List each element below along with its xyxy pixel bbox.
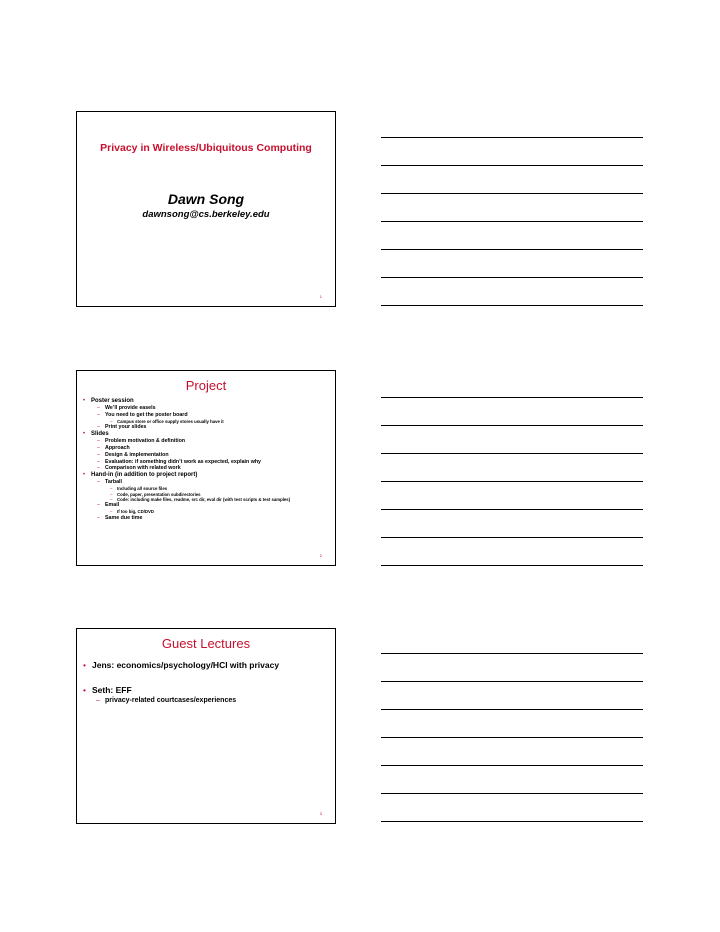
notes-line [381,481,643,482]
bullet-dash-icon: – [97,502,100,509]
slide-1 [76,111,336,307]
notes-line [381,249,643,250]
bullet-dash-icon: – [97,451,100,458]
notes-line [381,453,643,454]
bullet-item [83,502,325,509]
bullet-text: Including all source files [117,486,168,492]
bullet-text: Print your slides [105,424,147,431]
slide-3-bullet-list [83,660,325,706]
slide-2 [76,370,336,566]
notes-line [381,565,643,566]
bullet-item [83,438,325,445]
bullet-item [83,405,325,412]
notes-line [381,165,643,166]
notes-line [381,509,643,510]
bullet-text: Tarball [105,479,122,486]
bullet-dot-icon: • [83,685,86,695]
bullet-text: Code, paper, presentation subdirectories [117,491,201,497]
bullet-dash-icon: – [97,514,100,521]
bullet-text: Jens: economics/psychology/HCI with privacy [92,660,280,670]
slide-3-title: Guest Lectures [161,636,251,651]
bullet-dot-icon: • [83,398,86,404]
notes-line [381,765,643,766]
bullet-item [83,412,325,419]
notes-line [381,537,643,538]
notes-line [381,277,643,278]
slide-3-page-number: 3 [319,811,322,816]
notes-line [381,653,643,654]
bullet-dot-icon: • [83,431,86,437]
bullet-item [83,660,325,671]
bullet-dash-icon: – [97,458,100,465]
bullet-text: Comparison with related work [105,465,181,472]
bullet-dash-icon: – [110,491,113,497]
bullet-item [83,696,325,706]
bullet-item [83,398,325,405]
bullet-item [83,452,325,459]
bullet-dash-icon: – [97,438,100,445]
notes-line [381,425,643,426]
bullet-dash-icon: – [97,465,100,472]
bullet-text: Campus store or office supply stores usually have it [117,418,224,424]
slide-1-email: dawnsong@cs.berkeley.edu [142,209,270,220]
slide-1-title: Privacy in Wireless/Ubiquitous Computing [100,142,312,154]
notes-line [381,821,643,822]
bullet-text: Poster session [91,398,134,404]
bullet-item [83,479,325,486]
notes-line [381,709,643,710]
bullet-dot-icon: • [83,472,86,479]
bullet-dash-icon: – [110,509,113,515]
bullet-text: Design & implementation [105,451,169,458]
bullet-text: Problem motivation & definition [105,438,186,445]
bullet-dot-icon: • [83,660,86,670]
bullet-text: Seth: EFF [92,685,132,695]
bullet-item [83,424,325,431]
bullet-item [83,515,325,522]
bullet-dash-icon: – [110,497,113,502]
bullet-dash-icon: – [96,697,100,704]
slide-2-title: Project [185,378,227,393]
slide-3 [76,628,336,824]
bullet-item [83,459,325,466]
notes-line [381,137,643,138]
bullet-dash-icon: – [110,486,113,492]
notes-line [381,397,643,398]
slide-1-author: Dawn Song [167,191,245,207]
slide-2-page-number: 2 [319,553,322,558]
bullet-text: Hand-in (in addition to project report) [91,472,198,479]
slide-1-page-number: 1 [319,294,322,299]
bullet-text: privacy-related courtcases/experiences [105,697,237,704]
notes-line [381,221,643,222]
bullet-item [83,472,325,479]
bullet-text: Email [105,502,120,509]
bullet-dash-icon: – [97,424,100,431]
bullet-text: Evaluation: if something didn’t work as expected, explain why [105,458,261,465]
notes-line [381,681,643,682]
bullet-dash-icon: – [97,412,100,418]
bullet-dash-icon: – [97,479,100,486]
notes-line [381,305,643,306]
bullet-text: Same due time [105,514,143,521]
bullet-text: Slides [91,431,109,437]
bullet-text: We’ll provide easels [105,405,156,412]
bullet-text: Code: including make files, readme, src dir, eval dir (with test scripts & test samples) [117,497,291,502]
bullet-dash-icon: – [97,445,100,451]
bullet-dash-icon: – [110,418,113,424]
bullet-text: You need to get the poster board [105,412,188,418]
bullet-dash-icon: – [97,405,100,412]
slide-2-bullet-list [83,398,325,521]
notes-line [381,793,643,794]
bullet-item [83,685,325,696]
bullet-text: If too big, CD/DVD [117,509,154,515]
bullet-item [83,445,325,452]
bullet-text: Approach [105,445,130,451]
notes-line [381,737,643,738]
notes-line [381,193,643,194]
bullet-item [83,431,325,438]
bullet-item [83,465,325,472]
